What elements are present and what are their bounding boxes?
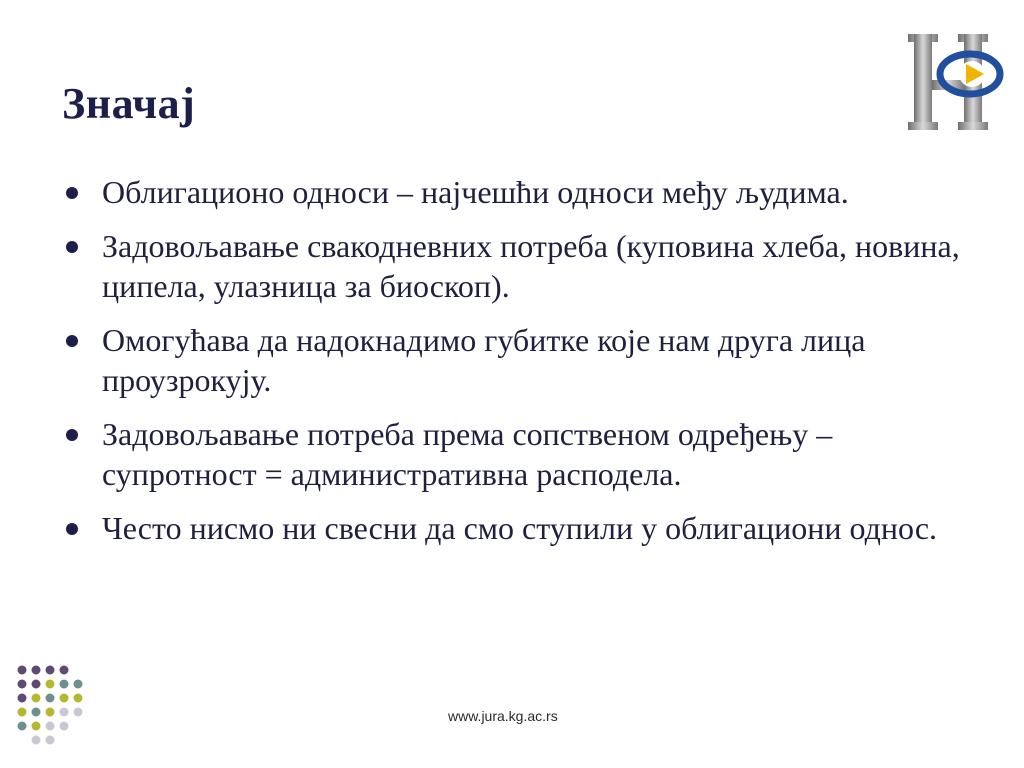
university-logo bbox=[898, 26, 1008, 136]
footer-url: www.jura.kg.ac.rs bbox=[448, 708, 558, 724]
bullet-item bbox=[62, 508, 982, 548]
bullet-item bbox=[62, 226, 982, 306]
bullet-item bbox=[62, 172, 982, 212]
bullet-text: Облигационо односи – најчешћи односи међу људима. bbox=[102, 174, 849, 210]
bullet-item bbox=[62, 414, 982, 494]
bullet-dot-icon bbox=[66, 429, 78, 441]
decorative-dot-grid bbox=[16, 664, 96, 754]
bullet-text: Задовољавање свакодневних потреба (куповина хлеба, новина, ципела, улазница за биоскоп). bbox=[102, 228, 960, 304]
bullet-dot-icon bbox=[66, 523, 78, 535]
bullet-item bbox=[62, 320, 982, 400]
bullet-dot-icon bbox=[66, 335, 78, 347]
bullet-dot-icon bbox=[66, 187, 78, 199]
bullet-text: Задовољавање потреба према сопственом одређењу – супротност = административна расподела. bbox=[102, 416, 833, 492]
slide-title: Значај bbox=[62, 79, 196, 128]
bullet-text: Често нисмо ни свесни да смо ступили у облигациони однос. bbox=[102, 510, 938, 546]
bullet-dot-icon bbox=[66, 241, 78, 253]
bullet-list bbox=[62, 172, 982, 562]
bullet-text: Омогућава да надокнадимо губитке које нам друга лица проузрокују. bbox=[102, 322, 866, 398]
